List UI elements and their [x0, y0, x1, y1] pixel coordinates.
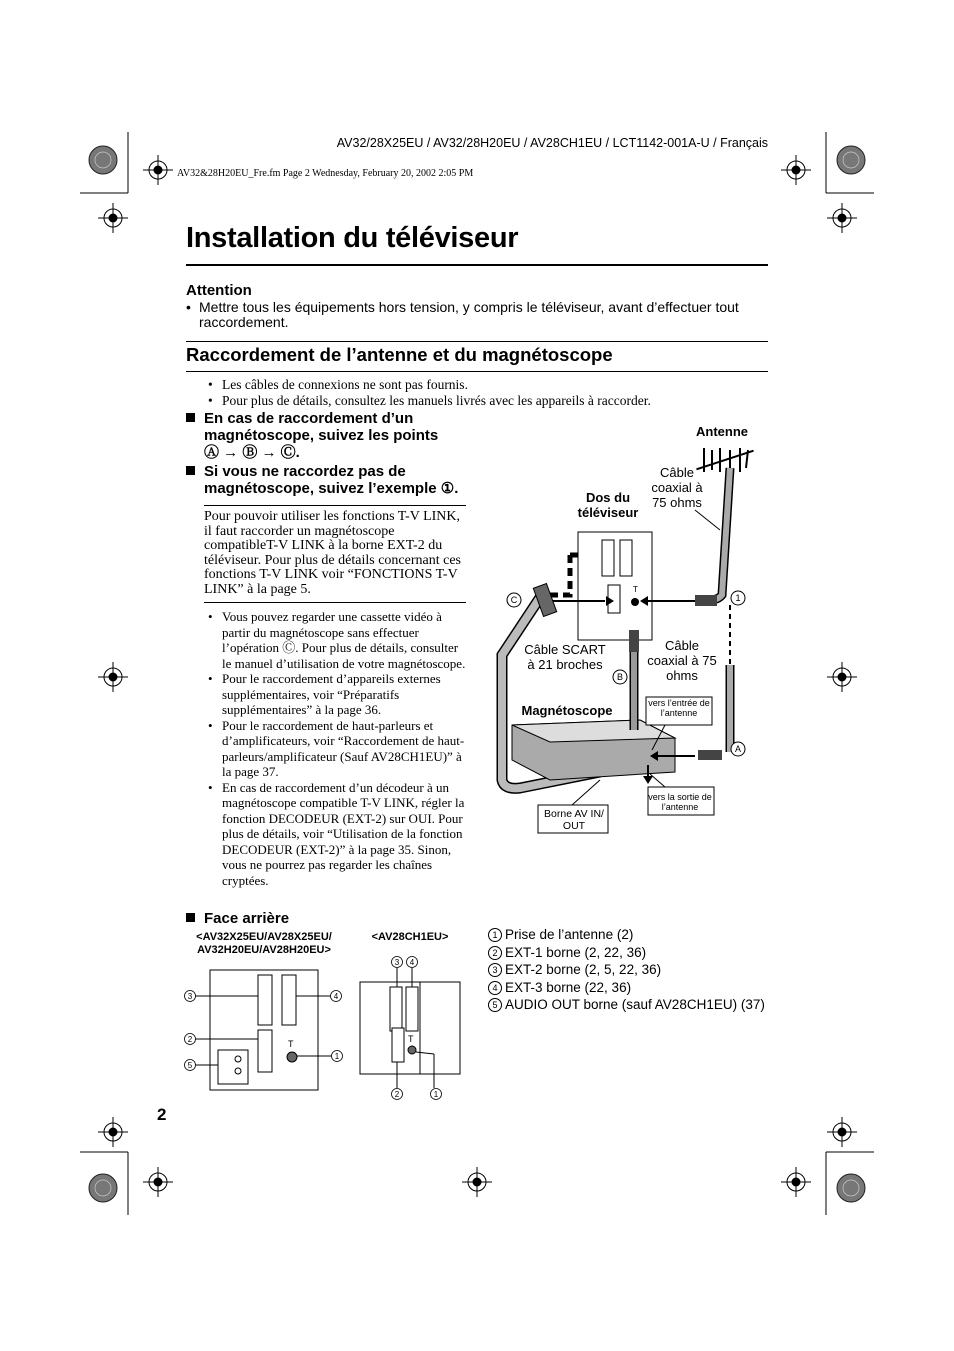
section-rule-top: [186, 341, 768, 342]
attention-text: [186, 300, 768, 330]
notes-list: [208, 609, 466, 888]
marker-a: A: [734, 744, 742, 754]
marker-b: B: [616, 672, 624, 682]
rear-heading-text: Face arrière: [204, 910, 290, 927]
section-heading: Raccordement de l’antenne et du magnétoscope: [186, 344, 613, 365]
label-magnetoscope: Magnétoscope: [521, 703, 613, 718]
bullet-text: Pour plus de détails, consultez les manuels livrés avec les appareils à raccorder.: [222, 393, 651, 408]
legend-num: 4: [488, 981, 502, 995]
rear-legend: [488, 926, 768, 1014]
callout-4b: 4: [409, 958, 415, 967]
instruction-no-vcr: [186, 463, 476, 497]
rear-panel-diagrams: [180, 950, 470, 1110]
legend-num: 2: [488, 946, 502, 960]
legend-item: [488, 961, 768, 979]
legend-num: 1: [488, 928, 502, 942]
svg-text:T: T: [408, 1034, 414, 1044]
note-item: • En cas de raccordement d’un décodeur à un magnétoscope compatible T-V LINK, régler la fonction DECODEUR (EXT-2) sur OUI. Pour plus de détails, voir “Utilisation de la fonction DECODEUR (EXT-2)” à la page 35. Sinon, vous ne pourrez pas regarder les chaînes cryptées.: [208, 779, 465, 888]
section-rule-bottom: [186, 371, 768, 372]
instruction-no-vcr-text: Si vous ne raccordez pas de magnétoscope, suivez l’exemple ①.: [204, 463, 459, 497]
callout-3: 3: [187, 992, 193, 1001]
callout-2: 2: [187, 1035, 193, 1044]
page-number: 2: [157, 1105, 167, 1124]
model-group-2: <AV28CH1EU>: [371, 931, 449, 943]
legend-num: 3: [488, 963, 502, 977]
scart-socket: [602, 540, 614, 576]
note-rule-bottom: [204, 602, 466, 603]
marker-1: 1: [735, 593, 741, 603]
scart-socket: [620, 540, 632, 576]
legend-item: [488, 944, 768, 962]
connection-diagram: [490, 420, 770, 840]
svg-text:T: T: [633, 585, 638, 594]
svg-text:T: T: [288, 1039, 294, 1049]
coax-plug-b: [629, 630, 639, 652]
legend-item: [488, 996, 768, 1014]
attention-heading: Attention: [186, 282, 252, 299]
section-bullet-1: • Les câbles de connexions ne sont pas fournis.: [208, 377, 768, 392]
note-text: Vous pouvez regarder une cassette vidéo à partir du magnétoscope sans effectuer l’opération Ⓒ. Pour plus de détails, consulter le manuel d’utilisation de votre magnétoscope.: [222, 609, 466, 671]
bullet-mark: •: [186, 299, 191, 315]
bullet-text: Les câbles de connexions ne sont pas fournis.: [222, 377, 468, 392]
callout-5: 5: [187, 1061, 193, 1070]
rear-heading: [186, 910, 386, 927]
label-borne-av: Borne AV IN/ OUT: [544, 808, 604, 832]
label-antenne: Antenne: [696, 424, 748, 439]
callout-1: 1: [334, 1052, 340, 1061]
marker-c: C: [510, 595, 518, 605]
label-cable-coax-top: Câble coaxial à 75 ohms: [651, 465, 703, 510]
file-info: AV32&28H20EU_Fre.fm Page 2 Wednesday, February 20, 2002 2:05 PM: [177, 168, 474, 179]
dashed-link: [548, 555, 570, 595]
note-text: Pour le raccordement d’appareils externes supplémentaires, voir “Préparatifs supplémentaires” à la page 36.: [222, 671, 441, 717]
instruction-vcr-steps: Ⓐ → Ⓑ → Ⓒ.: [204, 444, 300, 461]
header-models: AV32/28X25EU / AV32/28H20EU / AV28CH1EU / LCT1142-001A-U / Français: [336, 136, 768, 150]
label-dos-tv: Dos du téléviseur: [577, 490, 639, 520]
callout-1b: 1: [433, 1090, 439, 1099]
tvlink-note: Pour pouvoir utiliser les fonctions T-V LINK, il faut raccorder un magnétoscope compatibleT-V LINK à la borne EXT-2 du téléviseur. Pour plus de détails concernant ces fonctions T-V LINK voir “FONCTIONS T-V LINK” à la page 5.: [204, 509, 461, 597]
legend-item: [488, 979, 768, 997]
legend-item: [488, 926, 768, 944]
coax-plug-1: [695, 595, 717, 606]
legend-text: EXT-1 borne (2, 22, 36): [505, 944, 647, 960]
label-cable-coax-mid: Câble coaxial à 75 ohms: [647, 638, 717, 683]
label-cable-scart: Câble SCART à 21 broches: [524, 642, 606, 672]
note-rule-top: [204, 505, 466, 506]
square-bullet: [186, 913, 195, 922]
label-vers-sortie: vers la sortie de l’antenne: [648, 792, 712, 812]
legend-text: AUDIO OUT borne (sauf AV28CH1EU) (37): [505, 997, 765, 1012]
legend-num: 5: [488, 998, 502, 1012]
attention-body: Mettre tous les équipements hors tension, y compris le téléviseur, avant d’effectuer tout raccordement.: [199, 299, 739, 330]
legend-text: Prise de l’antenne (2): [505, 927, 634, 942]
callout-3b: 3: [394, 958, 400, 967]
instruction-vcr-text: En cas de raccordement d’un magnétoscope, suivez les points: [204, 410, 439, 444]
callout-2b: 2: [394, 1090, 400, 1099]
note-item: • Vous pouvez regarder une cassette vidéo à partir du magnétoscope sans effectuer l’opération Ⓒ. Pour plus de détails, consulter le manuel d’utilisation de votre magnétoscope.: [208, 609, 466, 671]
antenna-jack: [631, 598, 639, 606]
square-bullet: [186, 466, 195, 475]
callout-4: 4: [333, 992, 339, 1001]
note-text: Pour le raccordement de haut-parleurs et d’amplificateurs, voir “Raccordement de haut-parleurs/amplificateur (Sauf AV28CH1EU)” à la page 37.: [222, 717, 465, 779]
title-rule: [186, 264, 768, 266]
note-item: • Pour le raccordement d’appareils externes supplémentaires, voir “Préparatifs supplémentaires” à la page 36.: [208, 671, 441, 717]
instruction-vcr: [186, 410, 476, 461]
label-vers-entree: vers l’entrée de l’antenne: [648, 698, 710, 718]
note-item: • Pour le raccordement de haut-parleurs et d’amplificateurs, voir “Raccordement de haut-parleurs/amplificateur (Sauf AV28CH1EU)” à la page 37.: [208, 717, 465, 779]
note-text: En cas de raccordement d’un décodeur à un magnétoscope compatible T-V LINK, régler la fonction DECODEUR (EXT-2) sur OUI. Pour plus de détails, voir “Utilisation de la fonction DECODEUR (EXT-2)” à la page 35. Sinon, vous ne pourrez pas regarder les chaînes cryptées.: [222, 779, 465, 888]
square-bullet: [186, 413, 195, 422]
section-bullet-2: • Pour plus de détails, consultez les manuels livrés avec les appareils à raccorder.: [208, 393, 768, 408]
model-group-1: <AV32X25EU/AV28X25EU/ AV32H20EU/AV28H20EU>: [196, 931, 332, 956]
legend-text: EXT-2 borne (2, 5, 22, 36): [505, 962, 662, 977]
page-title: Installation du téléviseur: [186, 222, 519, 254]
legend-text: EXT-3 borne (22, 36): [505, 979, 632, 995]
